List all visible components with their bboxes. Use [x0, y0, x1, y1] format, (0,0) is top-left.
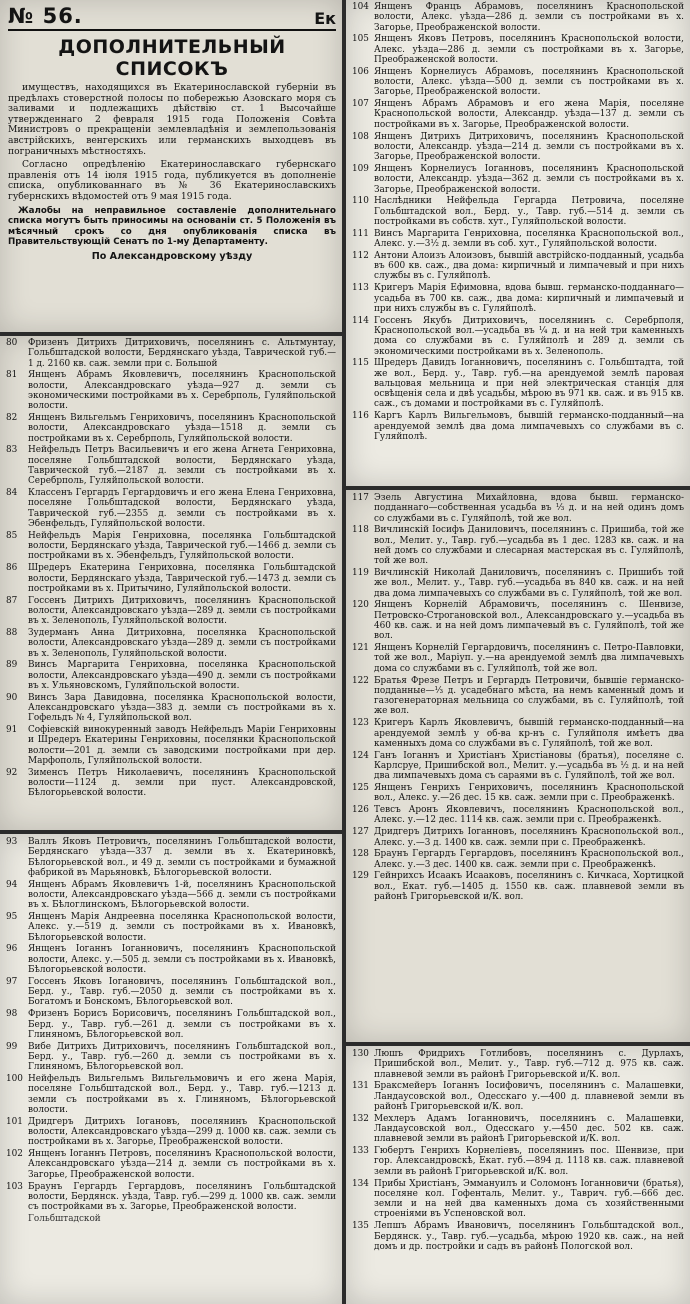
clipping-col1-bottom	[0, 834, 342, 1304]
entry-number: 101	[6, 1116, 23, 1127]
entry-text: Шредеръ Давидъ Іоганновичъ, поселянинъ с. Гольбштадта, той же вол., Берд. у., Тавр. губ.—на арендуемой землѣ паровая вальцовая мельница и при ней электрическая станція для освѣщенія села и двѣ усадьбы, мѣрою въ 971 кв. саж. и въ 915 кв. саж., съ домами и постройками въ с. Гуляйполѣ.	[374, 358, 684, 410]
list-entry	[6, 563, 336, 594]
entries-104-116	[352, 2, 684, 442]
entry-text: Зудерманъ Анна Дитриховна, поселянка Краснопольской волости, Александровскаго уѣзда—289 д. земли съ постройками въ х. Зеленополь, Гуляйпольской волости.	[28, 628, 336, 659]
entry-number: 92	[6, 767, 18, 778]
entry-number: 115	[352, 358, 369, 369]
list-entry	[352, 99, 684, 130]
entry-text: Янщенъ Марія Андреевна поселянка Краснопольской волости, Алекс. у.—519 д. земли съ постройками въ х. Ивановкѣ, Бѣлогорьевской волости.	[28, 912, 336, 943]
entry-number: 90	[6, 692, 18, 703]
list-entry	[352, 67, 684, 98]
entry-number: 100	[6, 1074, 23, 1085]
entry-number: 82	[6, 413, 18, 424]
clipping-col2-middle	[346, 490, 690, 1042]
entry-text: Янщенъ Генрихъ Генриховичъ, поселянинъ Краснопольской вол., Алекс. у.—26 дес. 15 кв. саж. земли при с. Преображенкѣ.	[374, 783, 684, 804]
list-entry	[6, 837, 336, 878]
entry-text: Вичлинскій Іосифъ Даниловичъ, поселянинъ с. Пришиба, той же вол., Мелит. у., Тавр. губ.—усадьба въ 1 дес. 1283 кв. саж. и на ней домъ со службами и слесарная мастерская въ с. Гуляйполѣ, той же вол.	[374, 525, 684, 567]
list-entry	[352, 751, 684, 782]
entry-number: 83	[6, 445, 18, 456]
entry-text: Софіевскій винокуренный заводъ Нейфельдъ Маріи Генриховны и Шредеръ Екатерины Генриховны, поселянки Краснопольской волости—201 д. земли съ заводскими постройками при дер. Марфополь, Гуляйпольской волости.	[28, 725, 336, 767]
list-entry	[6, 977, 336, 1008]
entry-text: Винсъ Маргарита Генриховна, поселянка Краснопольской волости, Александровскаго уѣзда—490 д. земли съ постройками въ х. Ульяновскомъ, Гуляйпольской волости.	[28, 660, 336, 691]
entry-number: 103	[6, 1181, 23, 1192]
entry-text: Винсъ Маргарита Генриховна, поселянка Краснопольской вол., Алекс. у.—3½ д. земли въ соб. хут., Гуляйпольской волости.	[374, 228, 684, 250]
entry-number: 91	[6, 725, 18, 736]
list-entry	[352, 783, 684, 804]
entry-text: Браксмейеръ Іоганнъ Іосифовичъ, поселянинъ с. Малашевки, Ландаусовской вол., Одесскаго у.—400 д. плавневой земли въ районѣ Григорьевской и/К. вол.	[374, 1081, 684, 1112]
entry-text: Братья Фрезе Петръ и Гергардъ Петровичи, бывшіе германско-подданные—⅓ д. усадебнаго мѣста, на немъ каменный домъ и газогенераторная мельница со службами, въ с. Гуляйполѣ, той же вол.	[374, 675, 684, 717]
entry-number: 89	[6, 660, 18, 671]
entry-number: 131	[352, 1081, 369, 1092]
entry-text: Гюбертъ Генрихъ Корнеліевъ, поселянинъ пос. Шенвизе, при гор. Александровскѣ, Екат. губ.—894 д. 1118 кв. саж. плавневой земли въ районѣ Григорьевской и/К. вол.	[374, 1146, 684, 1177]
issue-number: № 56.	[8, 4, 83, 28]
list-entry	[352, 132, 684, 163]
list-entry	[6, 660, 336, 691]
entry-number: 106	[352, 66, 369, 77]
list-entry	[352, 283, 684, 314]
clipping-col2-top	[346, 0, 690, 486]
list-entry	[6, 1117, 336, 1148]
entry-number: 116	[352, 411, 369, 422]
entry-text: Зименсъ Петръ Николаевичъ, поселянинъ Краснопольской волости—1124 д. земли при пуст. Александровской, Бѣлогорьевской волости.	[28, 767, 336, 799]
entry-number: 114	[352, 315, 369, 326]
list-entry	[6, 628, 336, 659]
clipping-col1-middle	[0, 336, 342, 830]
list-entry	[352, 1221, 684, 1252]
entries-117-129	[352, 493, 684, 902]
entry-number: 81	[6, 370, 18, 381]
entry-number: 93	[6, 837, 18, 847]
entry-text: Янщенъ Яковъ Петровъ, поселянинъ Краснопольской волости, Алекс. уѣзда—286 д. земли съ постройками въ х. Загорье, Преображенской волости.	[374, 34, 684, 65]
entry-number: 129	[352, 871, 369, 882]
entry-text: Браунъ Гергардъ Гергардовъ, поселянинъ Гольбштадской волости, Бердянск. уѣзда, Тавр. губ.—299 д. 1000 кв. саж. земли съ постройками въ х. Загорье, Преображенской волости.	[28, 1181, 336, 1213]
entry-number: 98	[6, 1009, 18, 1020]
list-entry	[352, 34, 684, 65]
entries-130-135	[352, 1049, 684, 1252]
list-entry	[6, 944, 336, 975]
entry-number: 123	[352, 718, 369, 729]
list-entry	[352, 805, 684, 826]
entry-text: Янщенъ Абрамъ Яковлевичъ, поселянинъ Краснопольской волости, Александровскаго уѣзда—927 д. земли съ экономическими постройками въ х. Серебрполь, Гуляйпольской волости.	[28, 370, 336, 412]
entry-number: 107	[352, 99, 369, 110]
entry-text: Янщенъ Дитрихъ Дитриховичъ, поселянинъ Краснопольской волости, Александр. уѣзда—214 д. земли съ постройками въ х. Загорье, Преображенской волости.	[374, 131, 684, 163]
list-entry	[352, 229, 684, 250]
entry-text: Ганъ Іоганнъ и Христіанъ Христіановы (братья), поселяне с. Карлсруе, Пришибской вол., Мелит. у.—усадьба въ ½ д. и на ней два лимпачевыхъ дома съ сараями въ с. Гуляйполѣ, той же вол.	[374, 750, 684, 782]
entry-text: Дридгеръ Дитрихъ Іоганновъ, поселянинъ Краснопольской вол., Алекс. у.—3 д. 1400 кв. саж. земли при с. Преображенкѣ.	[374, 827, 684, 848]
district-heading: По Александровскому уѣзду	[91, 250, 253, 262]
entry-number: 118	[352, 525, 369, 536]
entry-number: 126	[352, 805, 369, 816]
entry-text: Валлъ Яковъ Петровичъ, поселянинъ Гольбштадской волости, Бердянскаго уѣзда—337 д. земли въ х. Екатериновкѣ, Бѣлогорьевской вол., и 49 д. земли съ постройками и бумажной фабрикой въ Марьяновкѣ, Бѣлогорьевской волости.	[28, 837, 336, 878]
list-entry	[6, 880, 336, 911]
entry-number: 132	[352, 1113, 369, 1124]
entry-number: 87	[6, 595, 18, 606]
publication-paragraph: Согласно опредѣленію Екатеринославскаго губернскаго правленія отъ 14 іюля 1915 года, публикуется въ дополненіе списка, опубликованнаго въ № 36 Екатеринославскихъ губернскихъ вѣдомостей отъ 9 мая 1915 года.	[8, 159, 336, 202]
entry-number: 133	[352, 1146, 369, 1157]
entry-number: 117	[352, 493, 369, 503]
entry-text: Кригеръ Карлъ Яковлевичъ, бывшій германско-подданный—на арендуемой землѣ у об-ва кр-нъ с. Гуляйполя имѣетъ два каменныхъ дома со службами въ с. Гуляйполѣ, той же вол.	[374, 718, 684, 749]
list-entry	[6, 1009, 336, 1040]
list-entry	[6, 531, 336, 562]
list-entry	[352, 1179, 684, 1220]
list-entry	[352, 2, 684, 33]
document-title: ДОПОЛНИТЕЛЬНЫЙ СПИСОКЪ	[58, 36, 286, 80]
entry-text: Винсъ Зара Давидовна, поселянка Краснопольской волости, Александровскаго уѣзда—383 д. земли съ постройками въ х. Гофельдъ № 4, Гуляйпольской вол.	[28, 692, 336, 724]
entry-number: 104	[352, 2, 369, 12]
entry-text: Фризенъ Борисъ Борисовичъ, поселянинъ Гольбштадской вол., Берд. у., Тавр. губ.—261 д. земли съ постройками въ х. Глиняномъ, Бѣлогорьевской вол.	[28, 1009, 336, 1040]
entry-number: 120	[352, 600, 369, 611]
entry-number: 125	[352, 783, 369, 794]
entry-number: 127	[352, 827, 369, 838]
list-entry	[6, 1074, 336, 1115]
entry-number: 113	[352, 283, 369, 294]
list-entry	[6, 725, 336, 766]
list-entry	[352, 316, 684, 357]
entry-text: Тевсъ Аронъ Яковлевичъ, поселянинъ Краснопольской вол., Алекс. у.—12 дес. 1114 кв. саж. земли при с. Преображенкѣ.	[374, 805, 684, 826]
entry-number: 135	[352, 1221, 369, 1232]
entry-number: 134	[352, 1178, 369, 1189]
entry-number: 88	[6, 628, 18, 639]
entry-number: 84	[6, 488, 18, 499]
list-entry	[6, 1182, 336, 1213]
list-entry	[352, 600, 684, 641]
entry-number: 130	[352, 1049, 369, 1059]
entry-text: Янщенъ Корнелиусъ Абрамовъ, поселянинъ Краснопольской волости, Алекс. уѣзда—500 д. земли съ постройками въ х. Загорье, Преображенской волости.	[374, 66, 684, 98]
entry-number: 119	[352, 568, 369, 579]
entry-text: Люшъ Фридрихъ Готлибовъ, поселянинъ с. Дурлахъ, Пришибской вол., Мелит. у., Тавр. губ.—712 д. 975 кв. саж. плавневой земли въ районѣ Григорьевской и/К. вол.	[374, 1049, 684, 1080]
entry-number: 85	[6, 530, 18, 541]
entry-text: Браунъ Гергардъ Гергардовъ, поселянинъ Краснопольской вол., Алекс. у.—3 дес. 1400 кв. саж. земли при с. Преображенкѣ.	[374, 849, 684, 870]
list-entry	[6, 768, 336, 799]
entry-number: 121	[352, 643, 369, 654]
entry-text: Госсенъ Яковъ Іогановичъ, поселянинъ Гольбштадской вол., Берд. у., Тавр. губ.—2050 д. земли съ постройками въ х. Богатомъ и Бонскомъ, Бѣлогорьевской вол.	[28, 976, 336, 1008]
list-entry	[6, 596, 336, 627]
list-entry	[352, 164, 684, 195]
entry-text: Классенъ Гергардъ Гергардовичъ и его жена Елена Генриховна, поселяне Гольбштадской волости, Бердянскаго уѣзда, Таврической губ.—2355 д. земли съ постройками въ х. Эбенфельдъ, Гуляйпольской волости.	[28, 488, 336, 530]
entry-number: 111	[352, 228, 369, 239]
list-entry	[352, 827, 684, 848]
entry-text: Госсенъ Дитрихъ Дитриховичъ, поселянинъ Краснопольской волости, Александровскаго уѣзда—289 д. земли съ постройками въ х. Зеленополь, Гуляйпольской волости.	[28, 595, 336, 627]
entry-number: 97	[6, 976, 18, 987]
clipping-col2-bottom	[346, 1046, 690, 1304]
entries-80-92	[6, 338, 336, 799]
entry-text: Каргъ Карлъ Вильгельмовъ, бывшій германско-подданный—на арендуемой землѣ два дома лимпачевыхъ со службами въ с. Гуляйполѣ.	[374, 411, 684, 442]
list-entry	[352, 676, 684, 717]
list-entry	[352, 718, 684, 749]
entry-text: Вичлинскій Николай Даниловичъ, поселянинъ с. Пришибъ той же вол., Мелит. у., Тавр. губ.—усадьба въ 840 кв. саж. и на ней два дома лимпачевыхъ со службами въ с. Гуляйполѣ, той же вол.	[374, 568, 684, 599]
list-entry	[6, 413, 336, 444]
entry-text: Наслѣдники Нейфельда Гергарда Петровича, поселяне Гольбштадской вол., Берд. у., Тавр. губ.—514 д. земли съ постройками въ собств. хут., Гуляйпольской волости.	[374, 196, 684, 227]
list-entry	[352, 251, 684, 282]
entry-text: Янщенъ Абрамъ Яковлевичъ 1-й, поселянинъ Краснопольской волости, Александровскаго уѣзда—566 д. земли съ постройками въ х. Бѣлоглинскомъ, Бѣлогорьевской волости.	[28, 879, 336, 911]
entry-text: Нейфельдъ Марія Генриховна, поселянка Гольбштадской волости, Бердянскаго уѣзда, Таврической губ.—1466 д. земли съ постройками въ х. Эбенфельдъ, Гуляйпольской волости.	[28, 530, 336, 562]
entry-text: Кригеръ Марія Ефимовна, вдова бывш. германско-подданнаго—усадьба въ 700 кв. саж., два дома: кирпичный и лимпачевый и при нихъ службы въ с. Гуляйполѣ.	[374, 283, 684, 314]
entry-text: Мехлеръ Адамъ Іоганновичъ, поселянинъ с. Малашевки, Ландаусовской вол., Одесскаго у.—450 дес. 502 кв. саж. плавневой земли въ районѣ Григорьевской и/К. вол.	[374, 1113, 684, 1145]
entry-text: Нейфельдъ Вильгельмъ Вильгельмовичъ и его жена Марія, поселяне Гольбштадской вол., Берд. у., Тавр. губ.—1213 д. земли съ постройками въ х. Глиняномъ, Бѣлогорьевской волости.	[28, 1074, 336, 1115]
entry-text: Антони Алоизъ Алоизовъ, бывшій австрійско-подданный, усадьба въ 600 кв. саж., два дома: кирпичный и лимпачевый и при нихъ службы въ с. Гуляйполѣ.	[374, 250, 684, 282]
list-entry	[352, 1114, 684, 1145]
entry-number: 108	[352, 131, 369, 142]
entry-text: Янщенъ Францъ Абрамовъ, поселянинъ Краснопольской волости, Алекс. уѣзда—286 д. земли съ постройками въ х. Загорье, Преображенской волости.	[374, 2, 684, 33]
entry-number: 86	[6, 563, 18, 574]
entry-text: Эзель Августина Михайловна, вдова бывш. германско-подданнаго—собственная усадьба въ ⅓ д. и на ней одинъ домъ со службами въ с. Гуляйполѣ, той же вол.	[374, 493, 684, 524]
entry-text: Янщенъ Вильгельмъ Генриховичъ, поселянинъ Краснопольской волости, Александровскаго уѣзда—1518 д. земли съ постройками въ х. Серебрполь, Гуляйпольской волости.	[28, 413, 336, 444]
entry-number: 110	[352, 196, 369, 207]
entry-text: Янщенъ Корнелій Абрамовичъ, поселянинъ с. Шенвизе, Петровско-Строгановской вол., Александровскаго у.—усадьба въ 460 кв. саж. и на ней домъ лимпачевый въ с. Гуляйполѣ, той же вол.	[374, 600, 684, 642]
entry-text: Фризенъ Дитрихъ Дитриховичъ, поселянинъ с. Альтмунтау, Гольбштадской волости, Бердянскаго уѣзда, Таврической губ.—1 д. 2160 кв. саж. земли при с. Большой	[28, 338, 336, 369]
entry-number: 80	[6, 338, 18, 348]
list-entry	[352, 1049, 684, 1080]
list-entry	[352, 1081, 684, 1112]
entry-text: Дридгеръ Дитрихъ Іогановъ, поселянинъ Краснопольской волости, Александровскаго уѣзда—299 д. 1000 кв. саж. земли съ постройками въ х. Загорье, Преображенской волости.	[28, 1116, 336, 1148]
entry-number: 96	[6, 944, 18, 955]
list-entry	[352, 871, 684, 902]
list-entry	[352, 196, 684, 227]
list-entry	[6, 445, 336, 486]
entry-number: 109	[352, 163, 369, 174]
entry-number: 102	[6, 1149, 23, 1160]
list-entry	[352, 568, 684, 599]
list-entry	[352, 849, 684, 870]
entry-text: Янщенъ Абрамъ Абрамовъ и его жена Марія, поселяне Краснопольской волости, Александр. уѣзда—137 д. земли съ постройками въ х. Загорье, Преображенской волости.	[374, 99, 684, 130]
entry-number: 112	[352, 250, 369, 261]
entry-text: Прибы Христіанъ, Эммануилъ и Соломонъ Іоганновичи (братья), поселяне кол. Гофенталь, Мелит. у., Таврич. губ.—666 дес. земли и на ней два каменныхъ дома съ хозяйственными строеніями въ Успеновской вол.	[374, 1178, 684, 1220]
list-entry	[352, 643, 684, 674]
entry-number: 94	[6, 879, 18, 890]
entry-number: 95	[6, 912, 18, 923]
entry-text: Янщенъ Корнелій Гергардовичъ, поселянинъ с. Петро-Павловки, той же вол., Маріуп. у.—на арендуемой землѣ два лимпачевыхъ дома со службами въ с. Гуляйполѣ, той же вол.	[374, 643, 684, 674]
entries-93-103	[6, 837, 336, 1212]
list-entry	[352, 1146, 684, 1177]
entry-number: 99	[6, 1041, 18, 1052]
entry-text: Шредеръ Екатерина Генриховна, поселянка Гольбштадской волости, Бердянскаго уѣзда, Таврической губ.—1473 д. земли съ постройками въ х. Притычино, Гуляйпольской волости.	[28, 563, 336, 594]
entry-text: Лепшъ Абрамъ Ивановичъ, поселянинъ Гольбштадской вол., Бердянск. у., Тавр. губ.—усадьба, мѣрою 1920 кв. саж., на ней домъ и др. постройки и садъ въ районѣ Пологской вол.	[374, 1221, 684, 1252]
entry-text: Вибе Дитрихъ Дитриховичъ, поселянинъ Гольбштадской вол., Берд. у., Тавр. губ.—260 д. земли съ постройками въ х. Глиняномъ, Бѣлогорьевской вол.	[28, 1041, 336, 1073]
list-entry	[352, 493, 684, 524]
complaints-paragraph: Жалобы на неправильное составленіе дополнительнаго списка могутъ быть приносимы на основаніи ст. 5 Положенія въ мѣсячный срокъ со дня опубликованія списка въ Правительствующій Сенатъ по 1-му Департаменту.	[8, 205, 336, 248]
list-entry	[352, 411, 684, 442]
entry-text: Гейнрихсъ Исаакъ Исааковъ, поселянинъ с. Кичкаса, Хортицкой вол., Екат. губ.—1405 д. 1550 кв. саж. плавневой земли въ районѣ Григорьевской и/К. вол.	[374, 871, 684, 902]
list-entry	[6, 1042, 336, 1073]
entry-text: Янщенъ Корнелиусъ Іоганновъ, поселянинъ Краснопольской волости, Александр. уѣзда—362 д. земли съ постройками въ х. Загорье, Преображенской волости.	[374, 163, 684, 195]
list-entry	[6, 338, 336, 369]
list-entry	[6, 488, 336, 529]
entry-text: Янщенъ Іоганнъ Петровъ, поселянинъ Краснопольской волости, Александровскаго уѣзда—214 д. земли съ постройками въ х. Загорье, Преображенской волости.	[28, 1149, 336, 1180]
list-entry	[6, 693, 336, 724]
entry-text: Нейфельдъ Петръ Васильевичъ и его жена Агнета Генриховна, поселяне Гольбштадской волости, Бердянскаго уѣзда, Таврической губ.—2187 д. земли съ постройками въ х. Серебрполь, Гуляйпольской волости.	[28, 445, 336, 487]
clipping-col1-top	[0, 0, 342, 332]
entry-number: 124	[352, 750, 369, 761]
entry-number: 105	[352, 34, 369, 45]
list-entry	[6, 370, 336, 411]
issue-header-tail: Ек	[314, 9, 336, 28]
entry-text: Янщенъ Іоганнъ Іоганновичъ, поселянинъ Краснопольской волости, Алекс. у.—505 д. земли съ постройками въ х. Ивановкѣ, Бѣлогорьевской волости.	[28, 944, 336, 976]
intro-paragraph: имуществъ, находящихся въ Екатеринославской губерніи въ предѣлахъ стоверстной полосы по побережью Азовскаго моря съ заливами и подлежащихъ дѣйствію ст. 1 Высочайше утвержденнаго 2 февраля 1915 года Положенія Совѣта Министровъ о прекращеніи землевладѣнія и землепользованія австрійскихъ, венгерскихъ или германскихъ выходцевъ въ пограничныхъ мѣстностяхъ.	[8, 82, 336, 157]
list-entry	[352, 358, 684, 409]
list-entry	[352, 525, 684, 566]
entry-text: Госсенъ Якубъ Дитриховичъ, поселянинъ с. Серебрполя, Краснопольской вол.—усадьба въ ¼ д. и на ней три каменныхъ дома со службами въ с. Гуляйполѣ и 289 д. земли съ экономическими постройками въ х. Зеленополь.	[374, 315, 684, 357]
issue-header	[8, 4, 336, 31]
entry-number: 128	[352, 849, 369, 860]
entry-number: 122	[352, 675, 369, 686]
cutoff-fragment-bottom: Гольбштадской	[28, 1213, 101, 1224]
list-entry	[6, 912, 336, 943]
list-entry	[6, 1149, 336, 1180]
